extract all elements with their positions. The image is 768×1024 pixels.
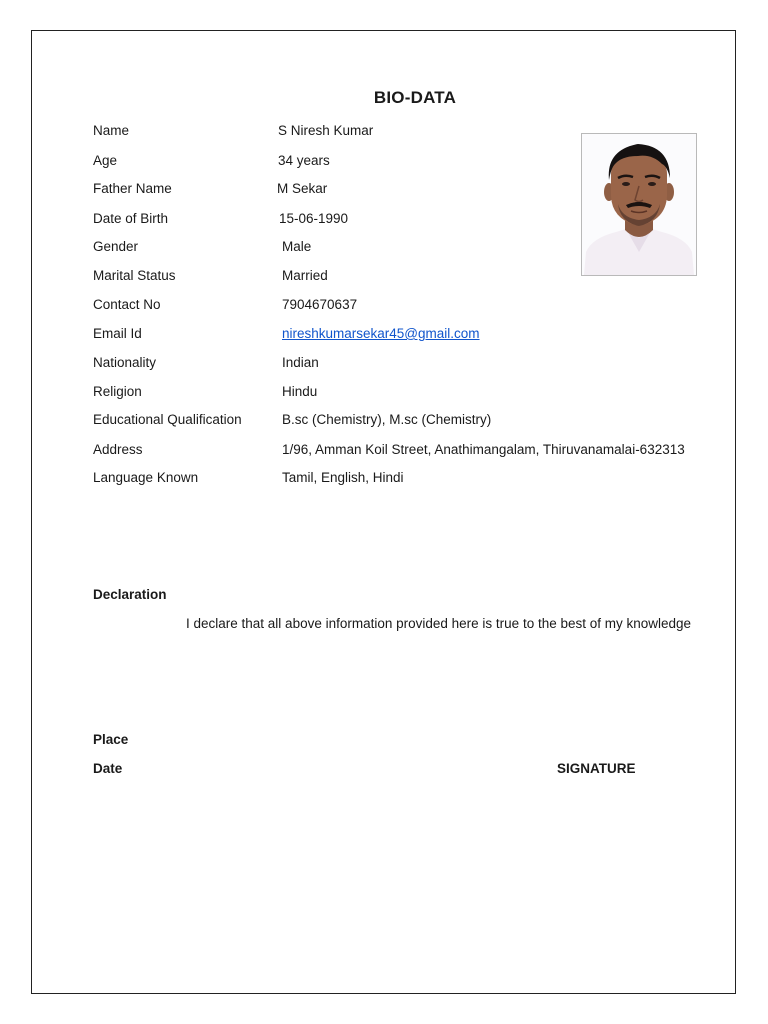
declaration-heading: Declaration: [93, 587, 167, 602]
field-label: Date of Birth: [93, 211, 169, 226]
field-label: Contact No: [93, 297, 161, 312]
field-label: Marital Status: [93, 268, 176, 283]
field-value: M Sekar: [277, 181, 328, 196]
field-value: B.sc (Chemistry), M.sc (Chemistry): [282, 412, 492, 427]
field-value: S Niresh Kumar: [278, 123, 374, 138]
field-label: Religion: [93, 384, 142, 399]
field-label: Educational Qualification: [93, 412, 242, 427]
document-title: BIO-DATA: [373, 88, 457, 107]
field-value: 7904670637: [282, 297, 358, 312]
field-label: Father Name: [93, 181, 172, 196]
field-label: Name: [93, 123, 130, 138]
place-label: Place: [93, 732, 129, 747]
field-value: Tamil, English, Hindi: [282, 470, 404, 485]
profile-photo: [581, 133, 697, 276]
email-link[interactable]: nireshkumarsekar45@gmail.com: [282, 326, 480, 341]
field-value: Male: [282, 239, 312, 254]
field-value: Indian: [282, 355, 319, 370]
field-value: 34 years: [278, 153, 330, 168]
field-value: Married: [282, 268, 328, 283]
field-label: Language Known: [93, 470, 199, 485]
field-value: Hindu: [282, 384, 318, 399]
field-label: Email Id: [93, 326, 142, 341]
date-label: Date: [93, 761, 123, 776]
signature-label: SIGNATURE: [557, 761, 636, 776]
field-label: Gender: [93, 239, 139, 254]
field-label: Nationality: [93, 355, 157, 370]
field-value: 15-06-1990: [279, 211, 349, 226]
field-label: Address: [93, 442, 143, 457]
person-photo-icon: [582, 134, 696, 275]
declaration-text: I declare that all above information provided here is true to the best of my knowledge: [186, 616, 692, 631]
field-label: Age: [93, 153, 118, 168]
field-value: 1/96, Amman Koil Street, Anathimangalam, Thiruvanamalai-632313: [282, 442, 685, 457]
